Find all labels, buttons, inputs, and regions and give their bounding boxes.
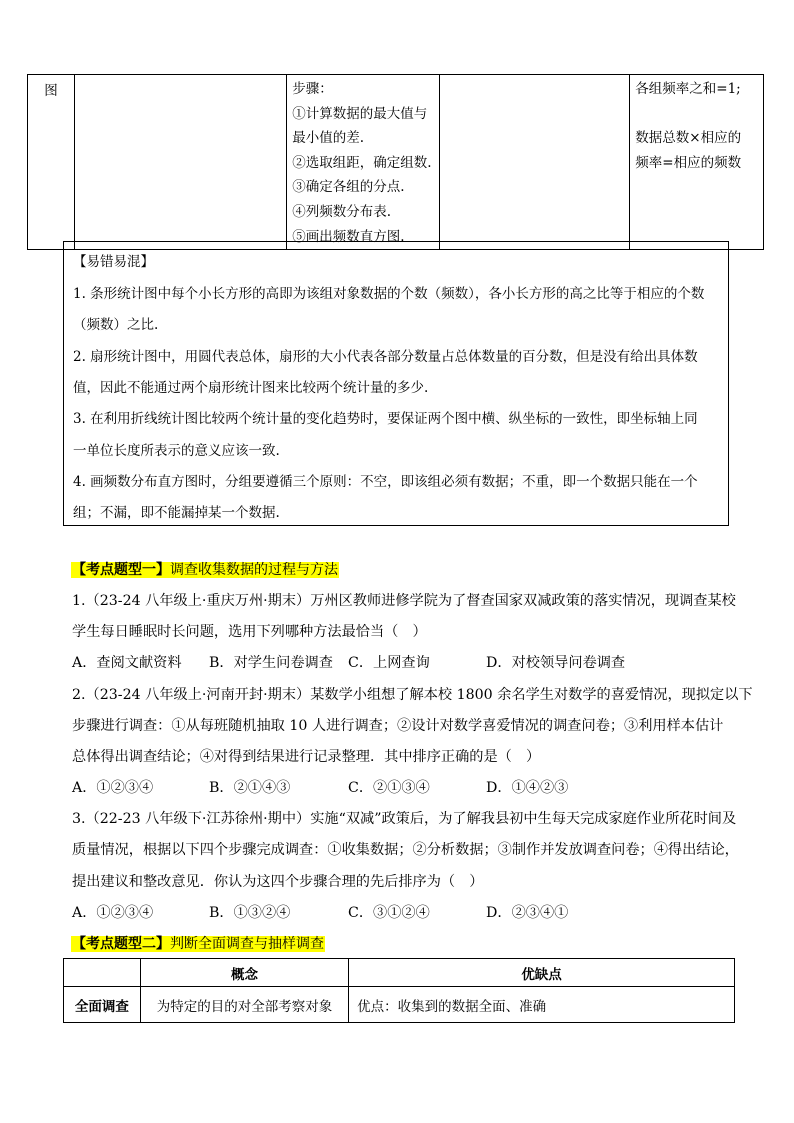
question-line: 2.（23-24 八年级上·河南开封·期末）某数学小组想了解本校 1800 余名学生对数学的喜爱情况，现拟定以下 (72, 687, 753, 703)
question-line: 总体得出调查结论；④对得到结果进行记录整理．其中排序正确的是（ ） (72, 749, 541, 765)
section-title: 判断全面调查与抽样调查 (170, 936, 324, 952)
row-label: 图 (44, 83, 58, 99)
question-line: 质量情况，根据以下四个步骤完成调查：①收集数据；②分析数据；③制作并发放调查问卷；④得出结论， (72, 842, 739, 858)
notes-cell (630, 75, 764, 250)
answer-option-c: C．上网查询 (348, 655, 430, 671)
step-line: ⑤画出频数直方图. (292, 228, 405, 245)
empty-cell (74, 75, 286, 250)
step-line: ③确定各组的分点. (292, 179, 405, 196)
survey-comparison-table (63, 958, 735, 1023)
note-text: 数据总数×相应的 (635, 130, 742, 147)
note-line: 一单位长度所表示的意义应该一致. (73, 443, 280, 459)
header-cell (64, 959, 141, 987)
question-line: 学生每日睡眠时长问题，选用下列哪种方法最恰当（ ） (72, 624, 427, 640)
header-cell: 优缺点 (349, 959, 735, 987)
question-line: 提出建议和整改意见．你认为这四个步骤合理的先后排序为（ ） (72, 874, 484, 890)
header-cell: 概念 (140, 959, 348, 987)
note-line: 组；不漏，即不能漏掉某一个数据. (73, 505, 280, 521)
step-line: ②选取组距，确定组数. (292, 154, 432, 171)
step-line: ④列频数分布表. (292, 203, 392, 220)
pros-cons-cell: 优点：收集到的数据全面、准确 (349, 987, 735, 1023)
answer-option-a: A．查阅文献资料 (72, 655, 182, 671)
steps-cell (287, 75, 440, 250)
answer-option-d: D．②③④① (486, 905, 569, 921)
section-tag: 【考点题型一】 (72, 562, 170, 578)
step-line: 最小值的差. (292, 130, 365, 147)
answer-option-b: B．②①④③ (209, 780, 291, 796)
concept-cell: 为特定的目的对全部考察对象 (140, 987, 348, 1023)
note-line: 1. 条形统计图中每个小长方形的高即为该组对象数据的个数（频数），各小长方形的高之比等于相应的个数 (73, 286, 705, 302)
section-heading (71, 933, 325, 953)
note-line: 值，因此不能通过两个扇形统计图来比较两个统计量的多少. (73, 380, 429, 396)
answer-option-c: C．②①③④ (348, 780, 430, 796)
note-text: 频率=相应的频数 (635, 154, 742, 171)
answer-option-a: A．①②③④ (72, 905, 154, 921)
section-tag: 【考点题型二】 (72, 936, 170, 952)
row-label-cell (28, 75, 75, 250)
question-line: 步骤进行调查：①从每班随机抽取 10 人进行调查；②设计对数学喜爱情况的调查问卷；③利用样本估计 (72, 718, 724, 734)
section-title: 调查收集数据的过程与方法 (170, 562, 338, 578)
frequency-histogram-table (27, 74, 764, 250)
row-label-cell: 全面调查 (64, 987, 141, 1023)
note-line: 3. 在利用折线统计图比较两个统计量的变化趋势时，要保证两个图中横、纵坐标的一致性，即坐标轴上同 (73, 411, 698, 427)
answer-option-d: D．对校领导问卷调查 (486, 655, 626, 671)
answer-option-b: B．①③②④ (209, 905, 291, 921)
empty-cell (439, 75, 629, 250)
step-line: 步骤： (292, 81, 333, 97)
question-line: 1.（23-24 八年级上·重庆万州·期末）万州区教师进修学院为了督查国家双减政策的落实情况，现调查某校 (72, 593, 736, 609)
note-text (635, 102, 763, 127)
answer-option-a: A．①②③④ (72, 780, 154, 796)
note-line: （频数）之比. (73, 317, 159, 333)
common-mistakes-box (63, 241, 729, 526)
answer-option-d: D．①④②③ (486, 780, 569, 796)
answer-option-b: B．对学生问卷调查 (209, 655, 333, 671)
question-line: 3.（22-23 八年级下·江苏徐州·期中）实施“双减”政策后，为了解我县初中生每天完成家庭作业所花时间及 (72, 811, 737, 827)
notes-title: 【易错易混】 (73, 254, 154, 270)
note-text: 各组频率之和=1; (635, 81, 741, 97)
note-line: 2. 扇形统计图中，用圆代表总体，扇形的大小代表各部分数量占总体数量的百分数，但是没有给出具体数 (73, 349, 698, 365)
section-heading (71, 559, 339, 579)
answer-option-c: C．③①②④ (348, 905, 430, 921)
note-line: 4. 画频数分布直方图时，分组要遵循三个原则：不空，即该组必须有数据；不重，即一个数据只能在一个 (73, 474, 698, 490)
step-line: ①计算数据的最大值与 (292, 105, 428, 122)
